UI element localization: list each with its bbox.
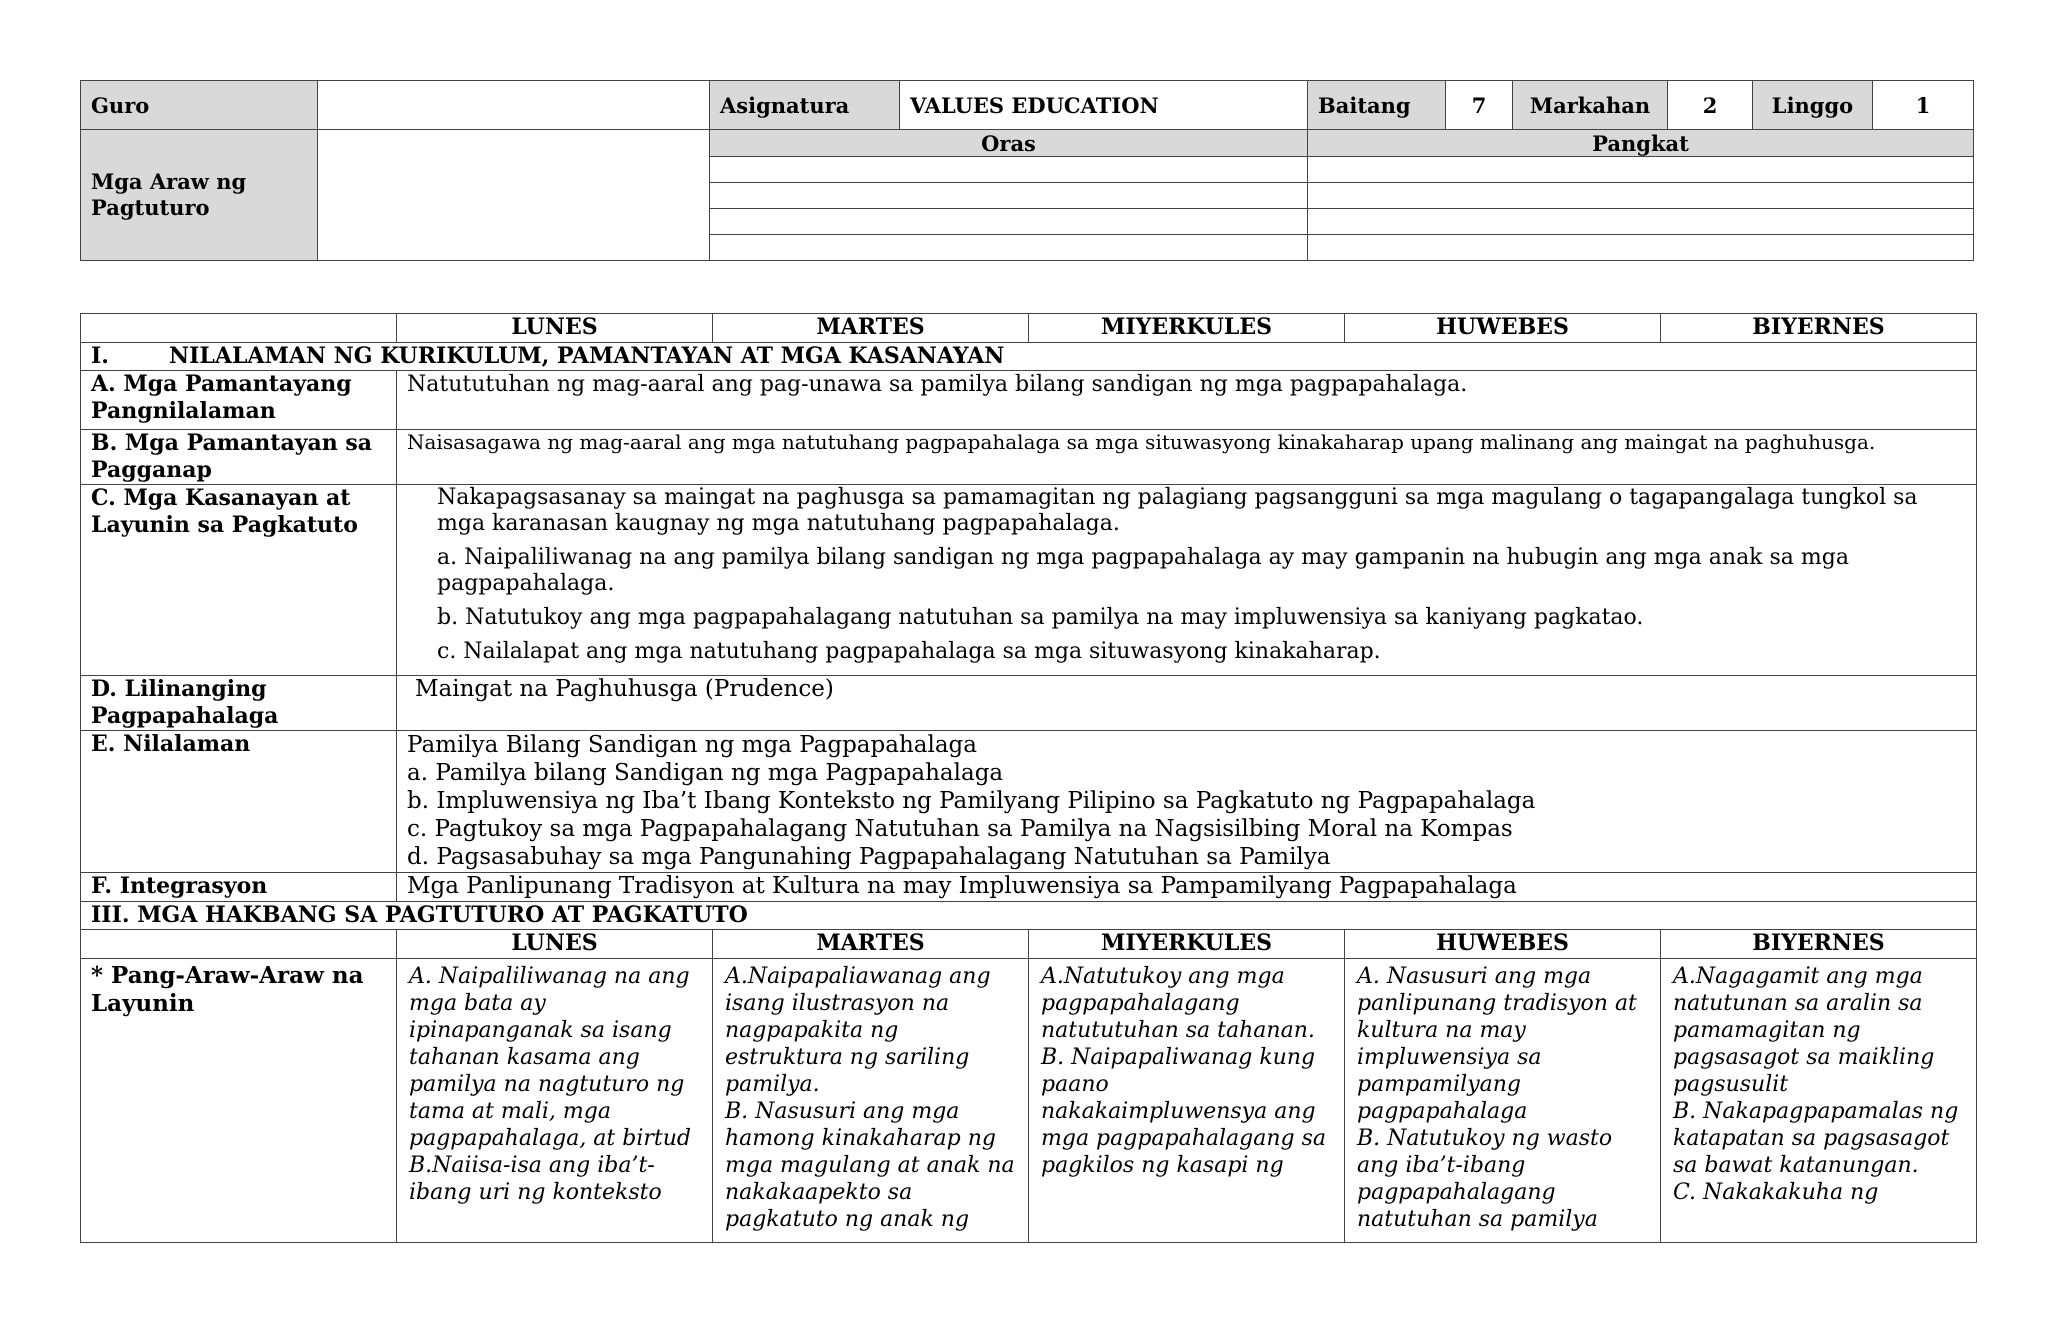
lesson-table <box>80 313 1977 1243</box>
row-label-c: C. Mga Kasanayan at Layunin sa Pagkatuto <box>81 485 397 676</box>
day-header: BIYERNES <box>1661 314 1977 343</box>
row-label-e: E. Nilalaman <box>81 731 397 873</box>
content-line: a. Pamilya bilang Sandigan ng mga Pagpapahalaga <box>407 760 1004 786</box>
day-header: HUWEBES <box>1345 930 1661 959</box>
asignatura-label: Asignatura <box>710 81 900 130</box>
row-label-a: A. Mga Pamantayang Pangnilalaman <box>81 371 397 430</box>
guro-value <box>318 81 710 130</box>
oras-cell <box>710 157 1308 183</box>
content-line: c. Pagtukoy sa mga Pagpapahalagang Natutuhan sa Pamilya na Nagsisilbing Moral na Kompas <box>407 816 1513 842</box>
pangkat-cell <box>1308 235 1974 261</box>
row-body-e <box>397 731 1977 873</box>
day-header: LUNES <box>397 314 713 343</box>
section-1-title: NILALAMAN NG KURIKULUM, PAMANTAYAN AT MGA KASANAYAN <box>169 343 1005 369</box>
row-label-b: B. Mga Pamantayan sa Pagganap <box>81 430 397 485</box>
daily-objective-biyernes: A.Nagagamit ang mga natutunan sa aralin sa pamamagitan ng pagsasagot sa maikling pagsusulit B. Nakapagpapamalas ng katapatan sa pagsasagot sa bawat katanungan. C. Nakakakuha ng <box>1661 959 1977 1243</box>
header-table <box>80 80 1974 261</box>
row-text-d: Maingat na Paghuhusga (Prudence) <box>397 676 1977 731</box>
oras-cell <box>710 235 1308 261</box>
daily-objective-martes: A.Naipapaliawanag ang isang ilustrasyon na nagpapakita ng estruktura ng sariling pamilya. B. Nasusuri ang mga hamong kinakaharap ng mga magulang at anak na nakakaapekto sa pagkatuto ng anak ng <box>713 959 1029 1243</box>
row-text-b: Naisasagawa ng mag-aaral ang mga natutuhang pagpapahalaga sa mga situwasyong kinakaharap upang malinang ang maingat na paghuhusga. <box>397 430 1977 485</box>
row-label-f: F. Integrasyon <box>81 873 397 902</box>
row-text-f: Mga Panlipunang Tradisyon at Kultura na may Impluwensiya sa Pampamilyang Pagpapahalaga <box>397 873 1977 902</box>
content-line: b. Impluwensiya ng Iba’t Ibang Konteksto ng Pamilyang Pilipino sa Pagkatuto ng Pagpapahalaga <box>407 788 1536 814</box>
day-header: HUWEBES <box>1345 314 1661 343</box>
row-label-d: D. Lilinanging Pagpapahalaga <box>81 676 397 731</box>
pangkat-cell <box>1308 157 1974 183</box>
day-header: MIYERKULES <box>1029 314 1345 343</box>
section-3-heading: III. MGA HAKBANG SA PAGTUTURO AT PAGKATUTO <box>81 902 1977 930</box>
markahan-label: Markahan <box>1513 81 1668 130</box>
linggo-value: 1 <box>1873 81 1974 130</box>
corner-cell <box>81 930 397 959</box>
araw-label: Mga Araw ng Pagtuturo <box>81 130 318 261</box>
competency-c: c. Nailalapat ang mga natutuhang pagpapahalaga sa mga situwasyong kinakaharap. <box>437 639 1381 664</box>
section-1-heading <box>81 343 1977 371</box>
day-header: MARTES <box>713 314 1029 343</box>
pangkat-cell <box>1308 183 1974 209</box>
baitang-label: Baitang <box>1308 81 1446 130</box>
asignatura-value: VALUES EDUCATION <box>900 81 1308 130</box>
oras-label: Oras <box>710 130 1308 157</box>
competency-a: a. Naipaliliwanag na ang pamilya bilang sandigan ng mga pagpapahalaga ay may gampanin na hubugin ang mga anak sa mga pagpapahalaga. <box>437 545 1849 596</box>
content-line: d. Pagsasabuhay sa mga Pangunahing Pagpapahalagang Natutuhan sa Pamilya <box>407 844 1331 870</box>
baitang-value: 7 <box>1446 81 1513 130</box>
pangkat-label: Pangkat <box>1308 130 1974 157</box>
content-line: Pamilya Bilang Sandigan ng mga Pagpapahalaga <box>407 732 977 758</box>
daily-objective-lunes: A. Naipaliliwanag na ang mga bata ay ipinapanganak sa isang tahanan kasama ang pamilya na nagtuturo ng tama at mali, mga pagpapahalaga, at birtud B.Naiisa-isa ang iba’t-ibang uri ng konteksto <box>397 959 713 1243</box>
linggo-label: Linggo <box>1753 81 1873 130</box>
competency-main: Nakapagsasanay sa maingat na paghusga sa pamamagitan ng palagiang pagsangguni sa mga magulang o tagapangalaga tungkol sa mga karanasan kaugnay ng mga natutuhang pagpapahalaga. <box>437 485 1918 536</box>
corner-cell <box>81 314 397 343</box>
row-body-c <box>397 485 1977 676</box>
section-1-number: I. <box>91 343 109 369</box>
oras-cell <box>710 183 1308 209</box>
araw-value <box>318 130 710 261</box>
daily-objective-miyerkules: A.Natutukoy ang mga pagpapahalagang natututuhan sa tahanan. B. Naipapaliwanag kung paano nakakaimpluwensya ang mga pagpapahalagang sa pagkilos ng kasapi ng <box>1029 959 1345 1243</box>
day-header: BIYERNES <box>1661 930 1977 959</box>
daily-objective-huwebes: A. Nasusuri ang mga panlipunang tradisyon at kultura na may impluwensiya sa pampamilyang pagpapahalaga B. Natutukoy ng wasto ang iba’t-ibang pagpapahalagang natutuhan sa pamilya <box>1345 959 1661 1243</box>
pangkat-cell <box>1308 209 1974 235</box>
day-header: LUNES <box>397 930 713 959</box>
guro-label: Guro <box>81 81 318 130</box>
daily-objectives-label: * Pang-Araw-Araw na Layunin <box>81 959 397 1243</box>
markahan-value: 2 <box>1668 81 1753 130</box>
row-text-a: Natututuhan ng mag-aaral ang pag-unawa sa pamilya bilang sandigan ng mga pagpapahalaga. <box>397 371 1977 430</box>
day-header: MIYERKULES <box>1029 930 1345 959</box>
oras-cell <box>710 209 1308 235</box>
day-header: MARTES <box>713 930 1029 959</box>
competency-b: b. Natutukoy ang mga pagpapahalagang natutuhan sa pamilya na may impluwensiya sa kaniyang pagkatao. <box>437 605 1644 630</box>
